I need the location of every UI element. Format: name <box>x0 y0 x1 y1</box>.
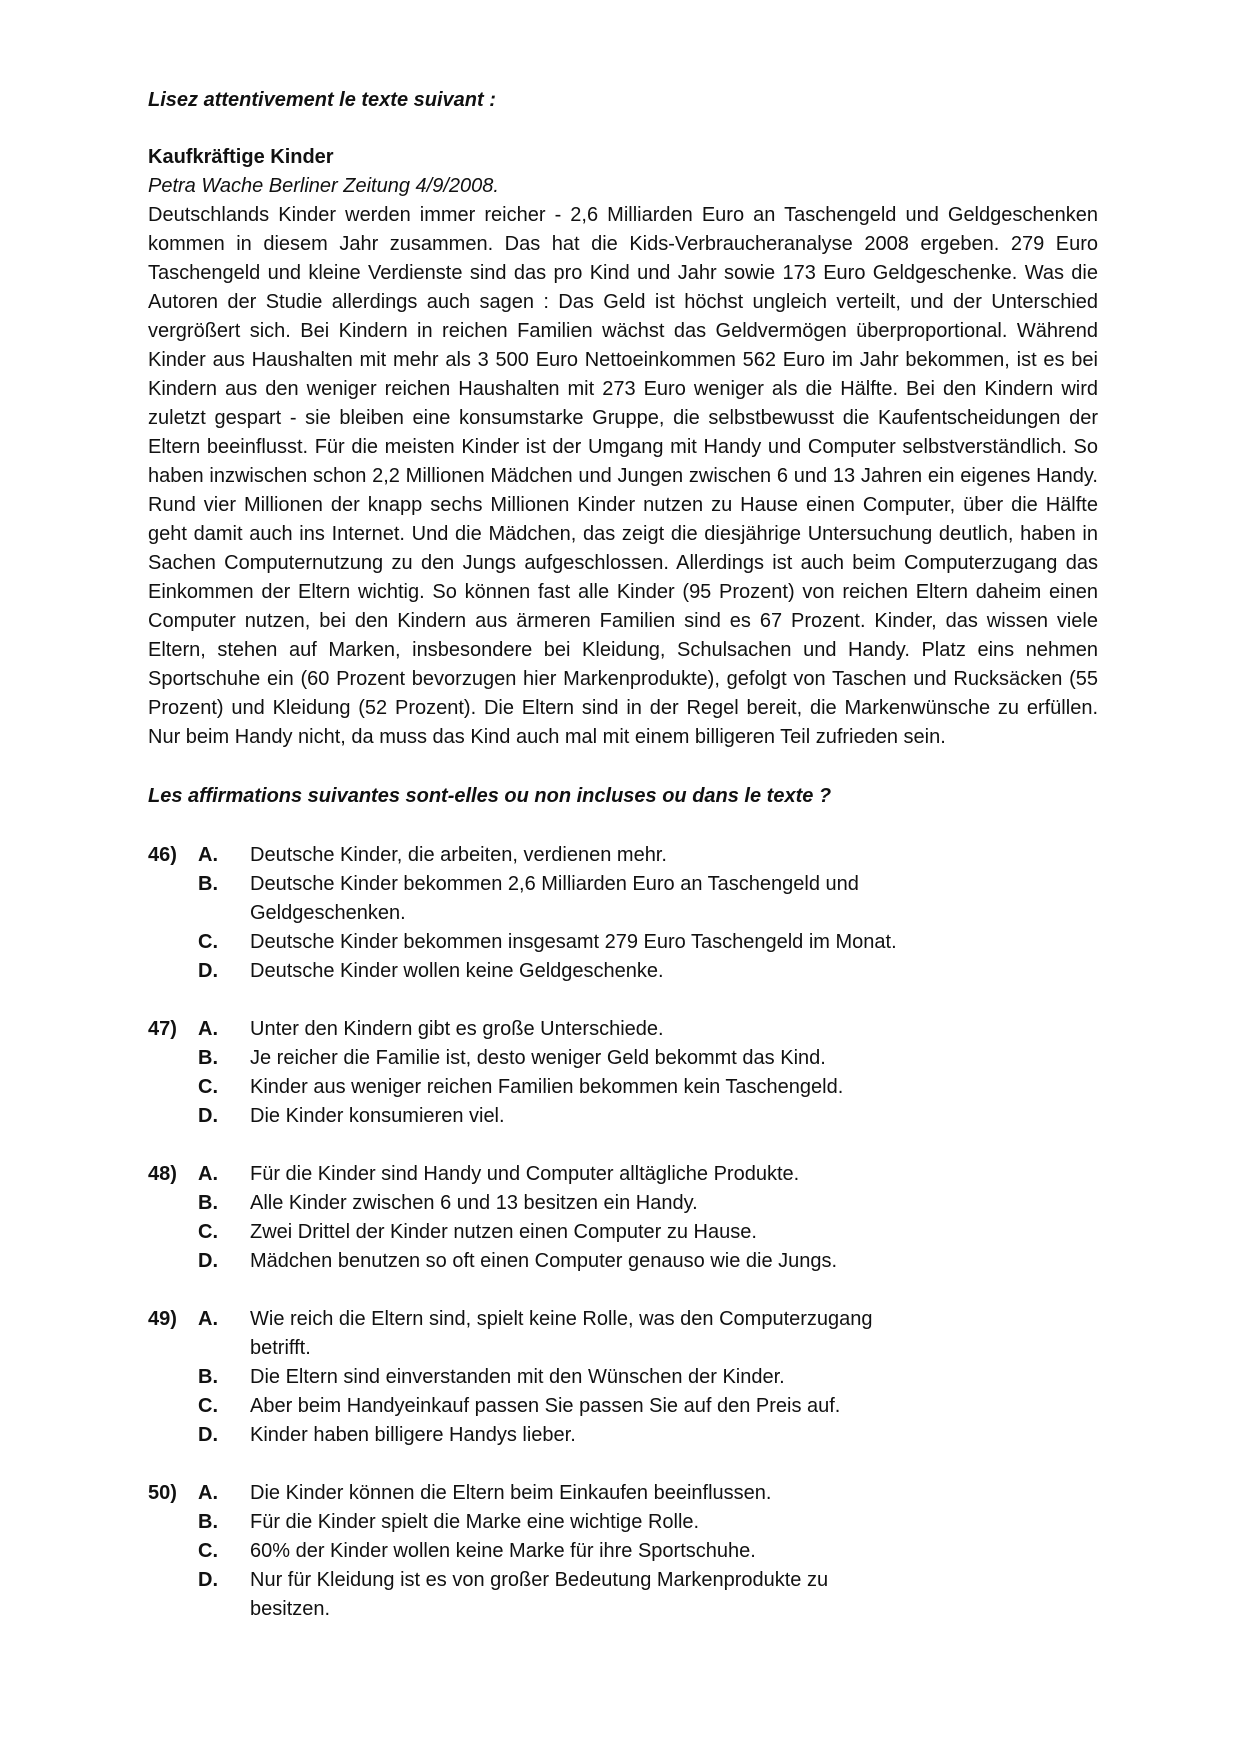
question-number: 46) <box>148 844 177 866</box>
option-letter: B. <box>198 1047 218 1069</box>
option-d <box>148 1102 1098 1131</box>
option-a <box>148 841 1098 870</box>
option-text: Mädchen benutzen so oft einen Computer genauso wie die Jungs. <box>250 1250 838 1272</box>
option-letter: C. <box>198 1540 218 1562</box>
option-d <box>148 1421 1098 1450</box>
option-text: Die Eltern sind einverstanden mit den Wünschen der Kinder. <box>250 1366 785 1388</box>
option-letter: C. <box>198 1395 218 1417</box>
document-page <box>148 86 1098 1653</box>
option-text: Je reicher die Familie ist, desto weniger Geld bekommt das Kind. <box>250 1047 826 1069</box>
option-text: Unter den Kindern gibt es große Unterschiede. <box>250 1018 664 1040</box>
option-letter: C. <box>198 1076 218 1098</box>
option-d <box>148 1247 1098 1276</box>
question-number: 48) <box>148 1163 177 1185</box>
option-letter: D. <box>198 1424 218 1446</box>
option-letter: D. <box>198 1250 218 1272</box>
instruction: Lisez attentivement le texte suivant : <box>148 89 496 111</box>
option-a <box>148 1479 1098 1508</box>
question-prompt: Les affirmations suivantes sont-elles ou non incluses ou dans le texte ? <box>148 785 832 807</box>
option-d <box>148 1566 1098 1624</box>
question-number: 49) <box>148 1308 177 1330</box>
option-letter: B. <box>198 873 218 895</box>
option-letter: D. <box>198 1105 218 1127</box>
option-a <box>148 1160 1098 1189</box>
option-d <box>148 957 1098 986</box>
article-body: Deutschlands Kinder werden immer reicher - 2,6 Milliarden Euro an Taschengeld und Geldgeschenken kommen in diesem Jahr zusammen. Das hat die Kids-Verbraucheranalyse 2008 ergeben. 279 Euro Taschengeld und kleine Verdienste sind das pro Kind und Jahr sowie 173 Euro Geldgeschenke. Was die Autoren der Studie allerdings auch sagen : Das Geld ist höchst ungleich verteilt, und der Unterschied vergrößert sich. Bei Kindern in reichen Familien wächst das Geldvermögen überproportional. Während Kinder aus Haushalten mit mehr als 3 500 Euro Nettoeinkommen 562 Euro im Jahr bekommen, ist es bei Kindern aus den weniger reichen Haushalten mit 273 Euro weniger als die Hälfte. Bei den Kindern wird zuletzt gespart - sie bleiben eine konsumstarke Gruppe, die selbstbewusst die Kaufentscheidungen der Eltern beeinflusst. Für die meisten Kinder ist der Umgang mit Handy und Computer selbstverständlich. So haben inzwischen schon 2,2 Millionen Mädchen und Jungen zwischen 6 und 13 Jahren ein eigenes Handy. Rund vier Millionen der knapp sechs Millionen Kinder nutzen zu Hause einen Computer, über die Hälfte geht damit auch ins Internet. Und die Mädchen, das zeigt die diesjährige Untersuchung deutlich, haben in Sachen Computernutzung zu den Jungs aufgeschlossen. Allerdings ist auch beim Computerzugang das Einkommen der Eltern wichtig. So können fast alle Kinder (95 Prozent) von reichen Eltern daheim einen Computer nutzen, bei den Kindern aus ärmeren Familien sind es 67 Prozent. Kinder, das wissen viele Eltern, stehen auf Marken, insbesondere bei Kleidung, Schulsachen und Handy. Platz eins nehmen Sportschuhe ein (60 Prozent bevorzugen hier Markenprodukte), gefolgt von Taschen und Rucksäcken (55 Prozent) und Kleidung (52 Prozent). Die Eltern sind in der Regel bereit, die Markenwünsche zu erfüllen. Nur beim Handy nicht, da muss das Kind auch mal mit einem billigeren Teil zufrieden sein. <box>148 204 1098 748</box>
option-text: Zwei Drittel der Kinder nutzen einen Computer zu Hause. <box>250 1221 757 1243</box>
option-c <box>148 1218 1098 1247</box>
article-source: Petra Wache Berliner Zeitung 4/9/2008. <box>148 175 499 197</box>
option-text: Deutsche Kinder, die arbeiten, verdienen mehr. <box>250 844 667 866</box>
article-title: Kaufkräftige Kinder <box>148 146 334 168</box>
option-text: Die Kinder konsumieren viel. <box>250 1105 505 1127</box>
option-text: Für die Kinder spielt die Marke eine wichtige Rolle. <box>250 1511 700 1533</box>
option-letter: D. <box>198 1569 218 1591</box>
option-c <box>148 1073 1098 1102</box>
option-c <box>148 1537 1098 1566</box>
option-letter: A. <box>198 844 218 866</box>
option-b <box>148 1363 1098 1392</box>
option-text: Nur für Kleidung ist es von großer Bedeutung Markenprodukte zu besitzen. <box>250 1569 829 1620</box>
option-text: Kinder aus weniger reichen Familien bekommen kein Taschengeld. <box>250 1076 844 1098</box>
question-47 <box>148 1015 1098 1131</box>
option-text: Für die Kinder sind Handy und Computer alltägliche Produkte. <box>250 1163 800 1185</box>
option-letter: C. <box>198 1221 218 1243</box>
option-letter: B. <box>198 1511 218 1533</box>
option-letter: A. <box>198 1018 218 1040</box>
option-text: Wie reich die Eltern sind, spielt keine Rolle, was den Computerzugang betrifft. <box>250 1308 873 1359</box>
option-text: Die Kinder können die Eltern beim Einkaufen beeinflussen. <box>250 1482 772 1504</box>
option-text: Deutsche Kinder bekommen 2,6 Milliarden Euro an Taschengeld und Geldgeschenken. <box>250 873 859 924</box>
option-b <box>148 1189 1098 1218</box>
option-text: Deutsche Kinder wollen keine Geldgeschenke. <box>250 960 664 982</box>
option-text: Aber beim Handyeinkauf passen Sie passen Sie auf den Preis auf. <box>250 1395 841 1417</box>
option-text: Alle Kinder zwischen 6 und 13 besitzen ein Handy. <box>250 1192 698 1214</box>
option-b <box>148 1508 1098 1537</box>
option-letter: C. <box>198 931 218 953</box>
option-a <box>148 1015 1098 1044</box>
option-b <box>148 1044 1098 1073</box>
option-text: 60% der Kinder wollen keine Marke für ihre Sportschuhe. <box>250 1540 756 1562</box>
option-letter: A. <box>198 1163 218 1185</box>
option-letter: D. <box>198 960 218 982</box>
option-b <box>148 870 1098 928</box>
question-46 <box>148 841 1098 986</box>
option-c <box>148 1392 1098 1421</box>
option-letter: B. <box>198 1366 218 1388</box>
option-text: Deutsche Kinder bekommen insgesamt 279 Euro Taschengeld im Monat. <box>250 931 897 953</box>
question-number: 47) <box>148 1018 177 1040</box>
option-c <box>148 928 1098 957</box>
option-a <box>148 1305 1098 1363</box>
option-text: Kinder haben billigere Handys lieber. <box>250 1424 576 1446</box>
option-letter: B. <box>198 1192 218 1214</box>
question-50 <box>148 1479 1098 1624</box>
question-48 <box>148 1160 1098 1276</box>
option-letter: A. <box>198 1308 218 1330</box>
question-number: 50) <box>148 1482 177 1504</box>
option-letter: A. <box>198 1482 218 1504</box>
question-49 <box>148 1305 1098 1450</box>
